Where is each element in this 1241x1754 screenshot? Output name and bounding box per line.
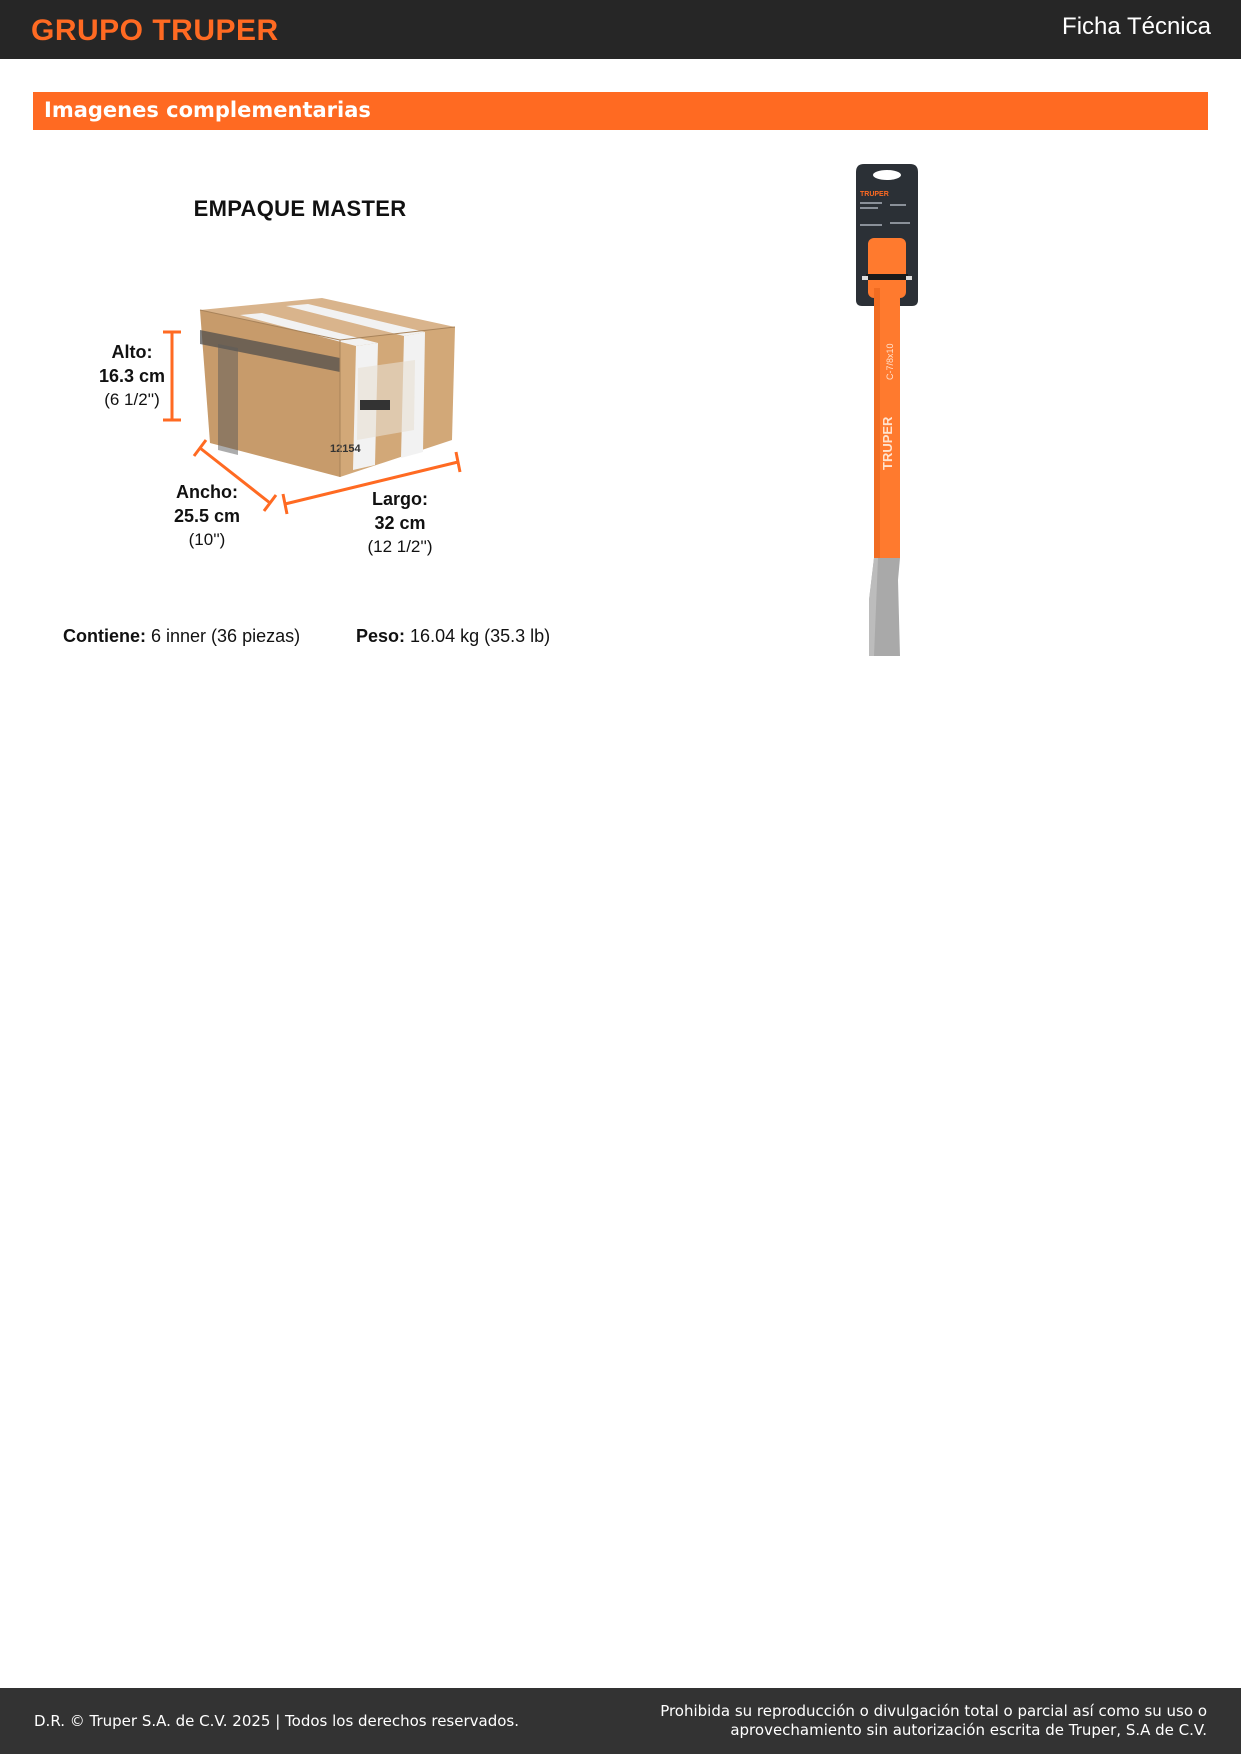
- dimension-alto: [90, 340, 174, 412]
- shaft-model: C-7/8x10: [885, 343, 895, 380]
- dimension-largo: [350, 487, 450, 559]
- alto-imperial: (6 1/2''): [104, 390, 160, 409]
- chisel-product-image: [848, 160, 928, 660]
- footer-legal-notice: [587, 1702, 1207, 1740]
- card-brand: TRUPER: [860, 191, 889, 198]
- ancho-label: Ancho:: [176, 482, 238, 502]
- peso-value: 16.04 kg (35.3 lb): [410, 626, 551, 646]
- document-type-title: Ficha Técnica: [1062, 13, 1211, 40]
- dimension-ancho: [160, 480, 254, 552]
- largo-metric: 32 cm: [374, 513, 426, 533]
- brand-logo: GRUPO TRUPER: [31, 14, 279, 47]
- peso-label: Peso:: [356, 626, 406, 646]
- alto-label: Alto:: [111, 342, 153, 362]
- alto-metric: 16.3 cm: [98, 366, 166, 386]
- largo-label: Largo:: [372, 489, 428, 509]
- top-header-bar: [0, 0, 1241, 59]
- spec-peso: [356, 626, 550, 647]
- master-pack-title: EMPAQUE MASTER: [193, 196, 407, 221]
- footer-copyright: D.R. © Truper S.A. de C.V. 2025 | Todos los derechos reservados.: [34, 1712, 519, 1730]
- contiene-label: Contiene:: [63, 626, 146, 646]
- shaft-brand: TRUPER: [880, 416, 895, 470]
- section-title: Imagenes complementarias: [44, 98, 371, 122]
- largo-imperial: (12 1/2''): [367, 537, 433, 556]
- page-footer: [0, 1688, 1241, 1754]
- ancho-imperial: (10''): [188, 530, 226, 549]
- section-header: [33, 92, 1208, 130]
- ancho-metric: 25.5 cm: [173, 506, 241, 526]
- footer-legal-line1: Prohibida su reproducción o divulgación total o parcial así como su uso o: [660, 1702, 1207, 1720]
- footer-legal-line2: aprovechamiento sin autorización escrita de Truper, S.A de C.V.: [730, 1721, 1207, 1739]
- contiene-value: 6 inner (36 piezas): [151, 626, 301, 646]
- box-code: 12154: [330, 443, 361, 455]
- spec-contiene: [63, 626, 300, 647]
